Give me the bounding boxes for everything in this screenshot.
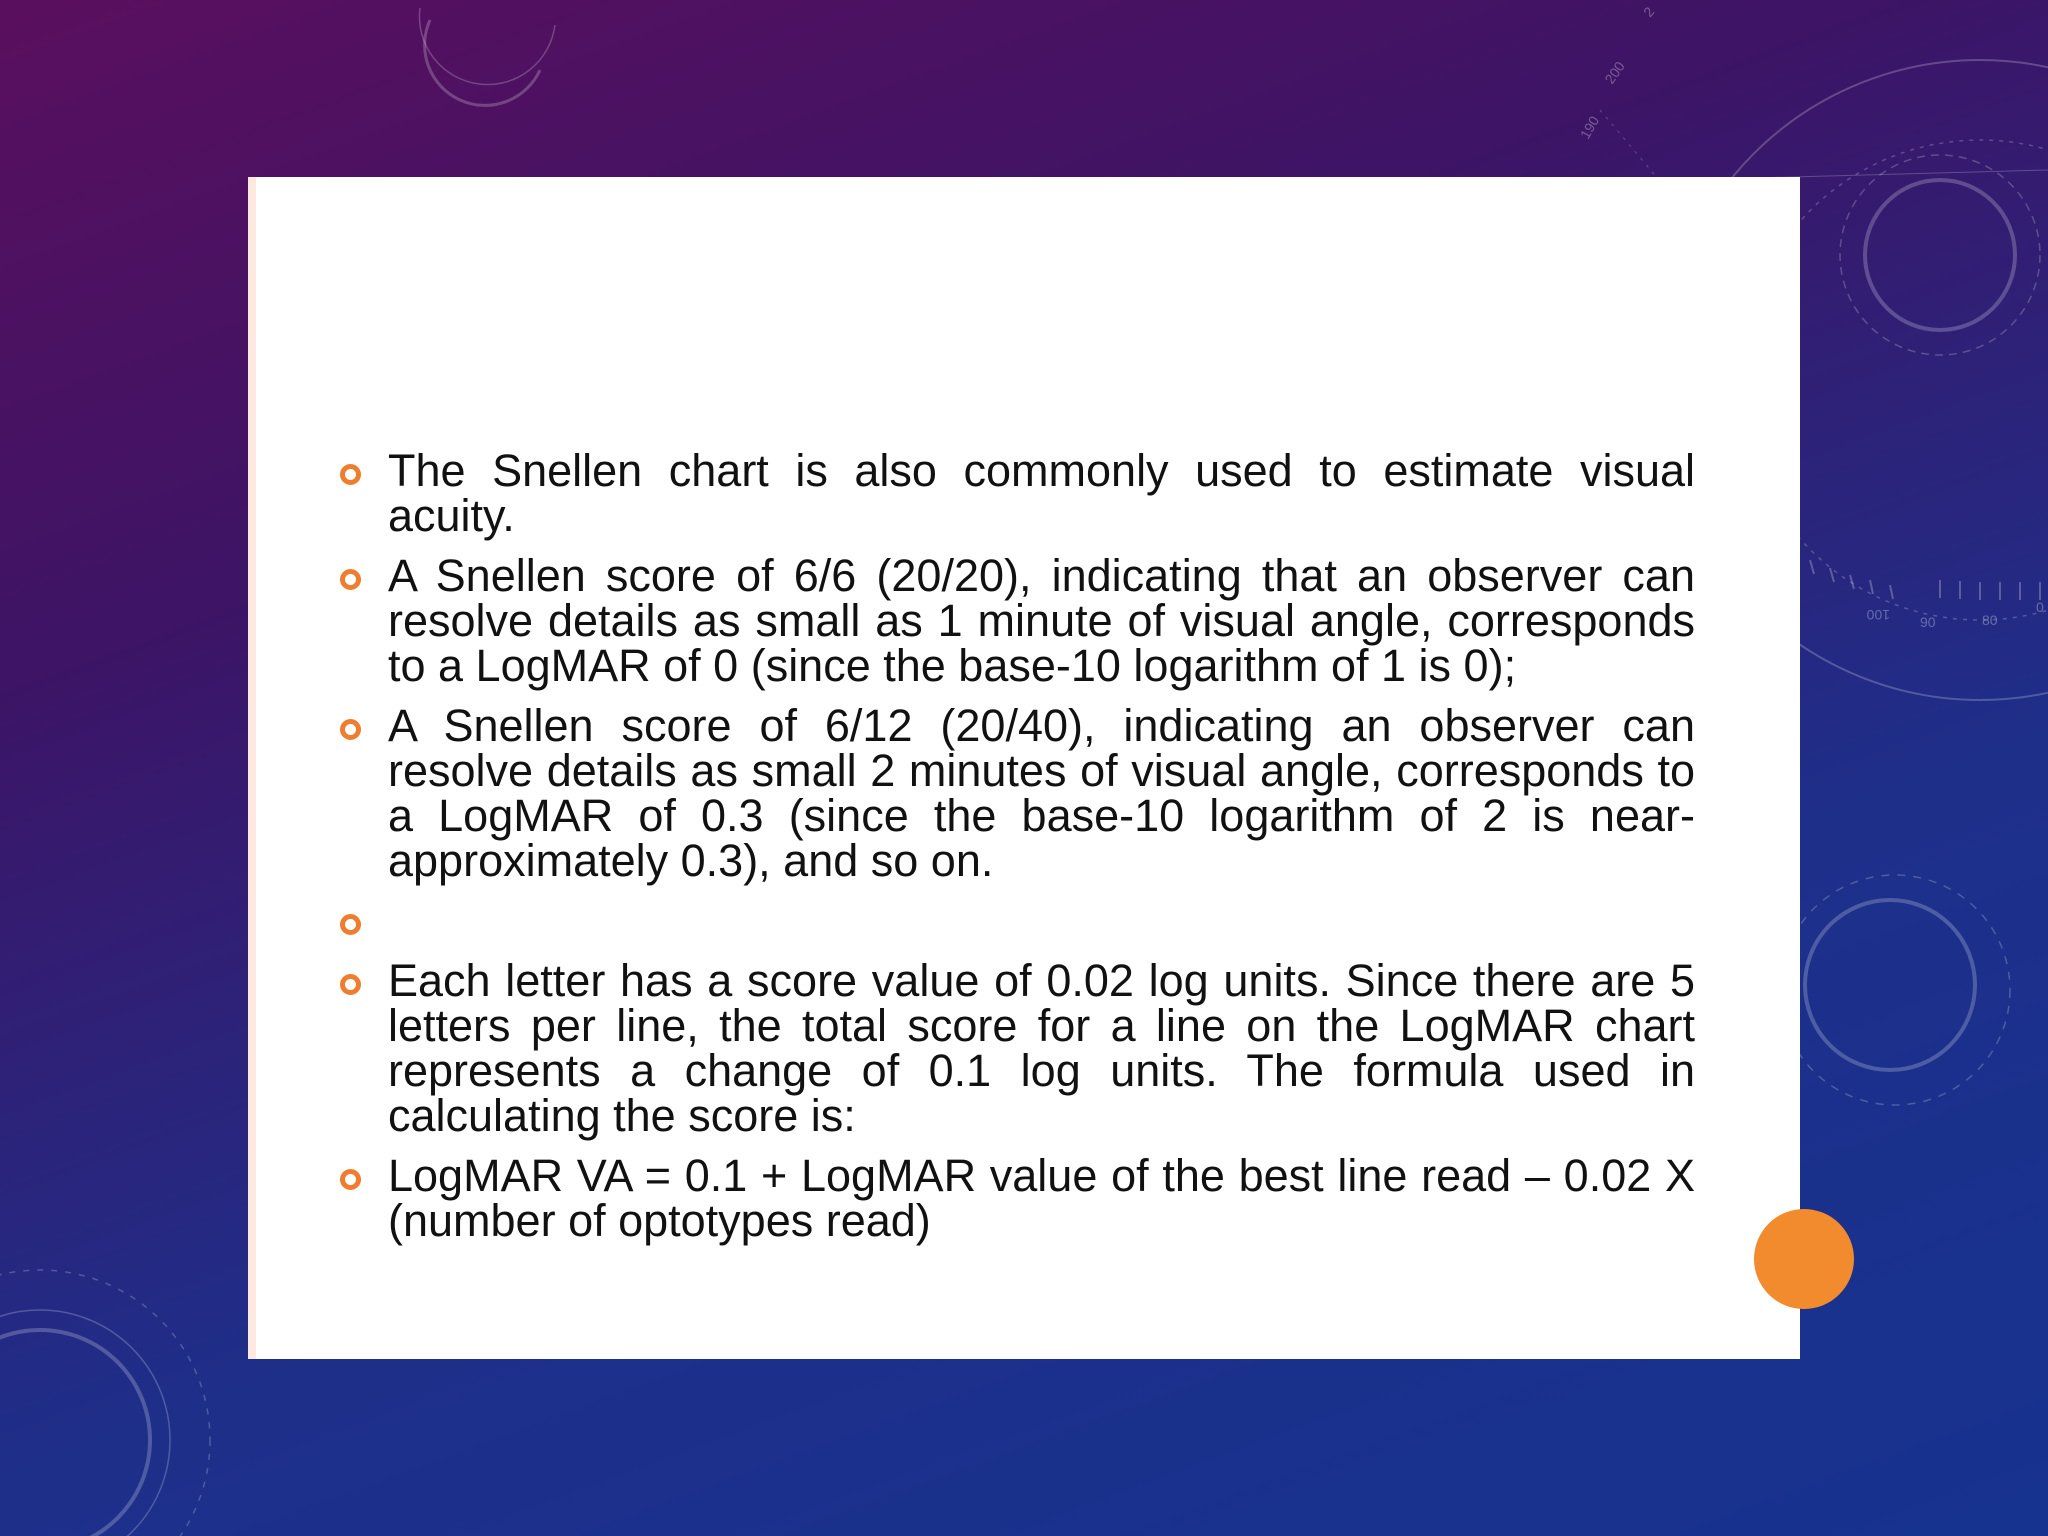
bullet-circle-icon xyxy=(340,569,361,590)
ring-top-left xyxy=(425,20,540,105)
dial-tick-label: 200 xyxy=(1601,58,1628,87)
bullet-item xyxy=(340,1150,1695,1246)
bullet-item xyxy=(340,550,1695,691)
dial-tick-label: 2 xyxy=(1640,3,1658,20)
dial-tick-label: 80 xyxy=(1982,612,1998,628)
bullet-text: A Snellen score of 6/6 (20/20), indicating that an observer can resolve details as small as 1 minute of visual angle, corresponds to a LogMAR of 0 (since the base-10 logarithm of 1 is 0); xyxy=(388,550,1695,691)
bullet-text: A Snellen score of 6/12 (20/40), indicating an observer can resolve details as small 2 minutes of visual angle, corresponds to a LogMAR of 0.3 (since the base-10 logarithm of 2 is near-approximately 0.3), and so on. xyxy=(388,700,1695,886)
bullet-text: LogMAR VA = 0.1 + LogMAR value of the best line read – 0.02 X (number of optotypes read) xyxy=(388,1150,1695,1246)
bullet-circle-icon xyxy=(340,464,361,485)
bullet-item xyxy=(340,955,1695,1141)
orange-circle-decoration xyxy=(1754,1209,1854,1309)
bullet-circle-icon xyxy=(340,719,361,740)
dial-tick-label: 190 xyxy=(1576,113,1603,142)
bullet-text: Each letter has a score value of 0.02 log units. Since there are 5 letters per line, the total score for a line on the LogMAR chart represents a change of 0.1 log units. The formula used in calculating the score is: xyxy=(388,955,1695,1141)
bullet-circle-icon xyxy=(340,1169,361,1190)
bullet-circle-icon xyxy=(340,974,361,995)
bullet-text: The Snellen chart is also commonly used to estimate visual acuity. xyxy=(388,445,1695,541)
bullet-list xyxy=(340,445,1695,1246)
bullet-circle-icon xyxy=(340,914,361,935)
bullet-item xyxy=(340,700,1695,886)
dial-tick-label: 100 xyxy=(1866,607,1890,623)
dial-tick-label: 0 xyxy=(2036,599,2044,615)
dial-tick-label: 90 xyxy=(1920,614,1936,630)
bullet-item-empty xyxy=(340,898,1695,943)
bullet-item xyxy=(340,445,1695,541)
